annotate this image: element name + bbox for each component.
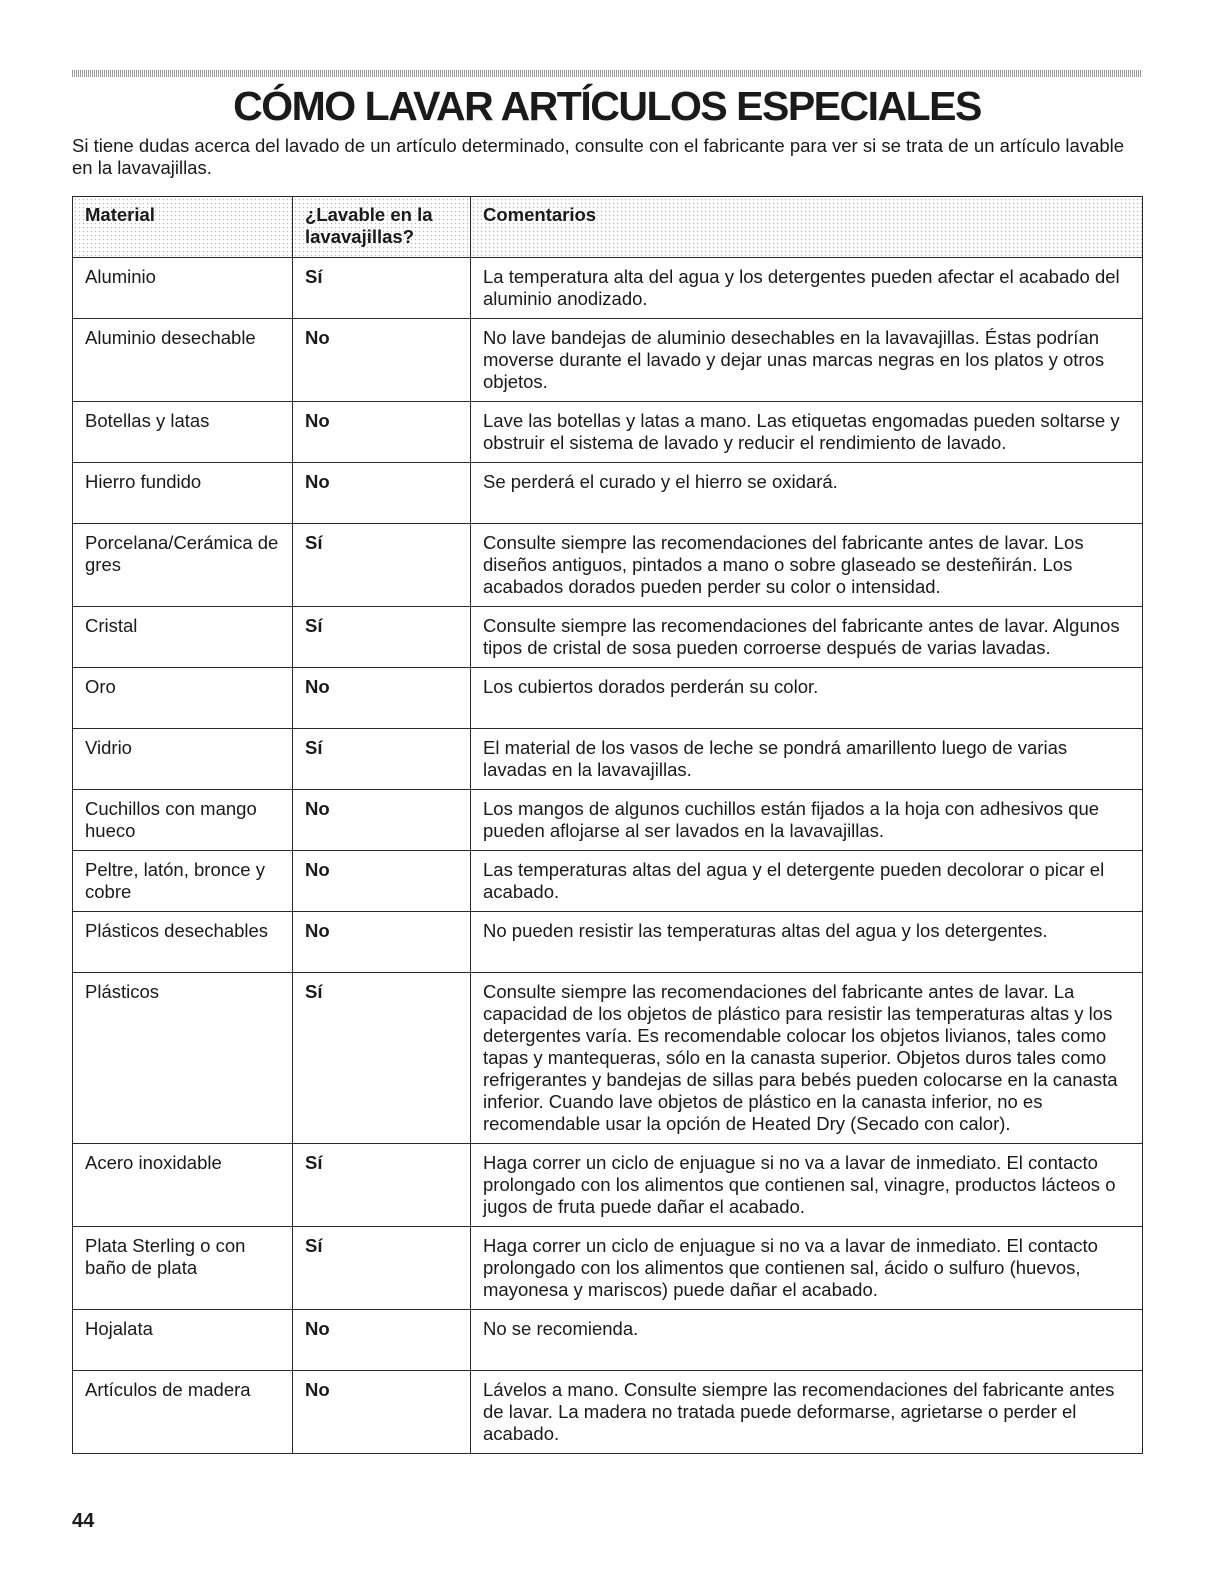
dishwasher-safe-cell: No [293, 790, 471, 851]
table-row [73, 463, 1143, 524]
material-cell: Cristal [73, 607, 293, 668]
table-row [73, 729, 1143, 790]
top-dotted-rule [72, 70, 1142, 77]
dishwasher-safe-cell: Sí [293, 973, 471, 1144]
material-cell: Plata Sterling o con baño de plata [73, 1227, 293, 1310]
header-comments: Comentarios [471, 197, 1143, 258]
comments-cell: Se perderá el curado y el hierro se oxidará. [471, 463, 1143, 524]
dishwasher-safe-cell: No [293, 912, 471, 973]
table-row [73, 319, 1143, 402]
dishwasher-safe-cell: Sí [293, 524, 471, 607]
table-row [73, 973, 1143, 1144]
header-material: Material [73, 197, 293, 258]
comments-cell: Haga correr un ciclo de enjuague si no va a lavar de inmediato. El contacto prolongado con los alimentos que contienen sal, ácido o sulfuro (huevos, mayonesa y mariscos) puede dañar el acabado. [471, 1227, 1143, 1310]
dishwasher-safe-cell: Sí [293, 258, 471, 319]
material-cell: Cuchillos con mango hueco [73, 790, 293, 851]
comments-cell: Lave las botellas y latas a mano. Las etiquetas engomadas pueden soltarse y obstruir el sistema de lavado y reducir el rendimiento de lavado. [471, 402, 1143, 463]
table-header-row [73, 197, 1143, 258]
page-title: CÓMO LAVAR ARTÍCULOS ESPECIALES [233, 83, 981, 129]
table-row [73, 524, 1143, 607]
dishwasher-safe-cell: No [293, 1371, 471, 1454]
material-cell: Artículos de madera [73, 1371, 293, 1454]
dishwasher-safe-cell: No [293, 1310, 471, 1371]
dishwasher-safe-cell: No [293, 402, 471, 463]
dishwasher-safe-cell: No [293, 851, 471, 912]
material-cell: Acero inoxidable [73, 1144, 293, 1227]
material-cell: Aluminio [73, 258, 293, 319]
comments-cell: Consulte siempre las recomendaciones del fabricante antes de lavar. La capacidad de los objetos de plástico para resistir las temperaturas altas y los detergentes varía. Es recomendable colocar los objetos livianos, tales como tapas y mantequeras, sólo en la canasta superior. Objetos duros tales como refrigerantes y bandejas de sillas para bebés pueden colocarse en la canasta inferior. Cuando lave objetos de plástico en la canasta inferior, no es recomendable usar la opción de Heated Dry (Secado con calor). [471, 973, 1143, 1144]
material-cell: Hojalata [73, 1310, 293, 1371]
table-row [73, 1227, 1143, 1310]
comments-cell: Consulte siempre las recomendaciones del fabricante antes de lavar. Algunos tipos de cristal de sosa pueden corroerse después de varias lavadas. [471, 607, 1143, 668]
material-cell: Peltre, latón, bronce y cobre [73, 851, 293, 912]
table-row [73, 1371, 1143, 1454]
dishwasher-safe-cell: No [293, 668, 471, 729]
comments-cell: No lave bandejas de aluminio desechables en la lavavajillas. Éstas podrían moverse durante el lavado y dejar unas marcas negras en los platos y otros objetos. [471, 319, 1143, 402]
dishwasher-safe-cell: No [293, 319, 471, 402]
dishwasher-safe-cell: Sí [293, 1144, 471, 1227]
comments-cell: La temperatura alta del agua y los detergentes pueden afectar el acabado del aluminio anodizado. [471, 258, 1143, 319]
table-row [73, 851, 1143, 912]
table-row [73, 912, 1143, 973]
material-cell: Botellas y latas [73, 402, 293, 463]
material-cell: Plásticos [73, 973, 293, 1144]
material-cell: Plásticos desechables [73, 912, 293, 973]
table-row [73, 402, 1143, 463]
table-row [73, 668, 1143, 729]
material-cell: Vidrio [73, 729, 293, 790]
table-row [73, 607, 1143, 668]
intro-paragraph: Si tiene dudas acerca del lavado de un artículo determinado, consulte con el fabricante para ver si se trata de un artículo lavable en la lavavajillas. [72, 135, 1125, 178]
comments-cell: Los mangos de algunos cuchillos están fijados a la hoja con adhesivos que pueden aflojarse al ser lavados en la lavavajillas. [471, 790, 1143, 851]
header-dishwasher-safe: ¿Lavable en la lavavajillas? [293, 197, 471, 258]
comments-cell: El material de los vasos de leche se pondrá amarillento luego de varias lavadas en la lavavajillas. [471, 729, 1143, 790]
dishwasher-safe-cell: No [293, 463, 471, 524]
comments-cell: Lávelos a mano. Consulte siempre las recomendaciones del fabricante antes de lavar. La madera no tratada puede deformarse, agrietarse o perder el acabado. [471, 1371, 1143, 1454]
comments-cell: Haga correr un ciclo de enjuague si no va a lavar de inmediato. El contacto prolongado con los alimentos que contienen sal, vinagre, productos lácteos o jugos de fruta puede dañar el acabado. [471, 1144, 1143, 1227]
table-row [73, 1310, 1143, 1371]
material-cell: Porcelana/Cerámica de gres [73, 524, 293, 607]
table-row [73, 1144, 1143, 1227]
dishwasher-safe-cell: Sí [293, 729, 471, 790]
material-cell: Hierro fundido [73, 463, 293, 524]
special-items-table [72, 196, 1143, 1454]
page-number: 44 [72, 1510, 95, 1532]
table-row [73, 258, 1143, 319]
dishwasher-safe-cell: Sí [293, 607, 471, 668]
comments-cell: Consulte siempre las recomendaciones del fabricante antes de lavar. Los diseños antiguos, pintados a mano o sobre glaseado se desteñirán. Los acabados dorados pueden perder su color o intensidad. [471, 524, 1143, 607]
dishwasher-safe-cell: Sí [293, 1227, 471, 1310]
table-body [73, 258, 1143, 1454]
material-cell: Oro [73, 668, 293, 729]
comments-cell: Los cubiertos dorados perderán su color. [471, 668, 1143, 729]
comments-cell: No se recomienda. [471, 1310, 1143, 1371]
material-cell: Aluminio desechable [73, 319, 293, 402]
comments-cell: Las temperaturas altas del agua y el detergente pueden decolorar o picar el acabado. [471, 851, 1143, 912]
table-row [73, 790, 1143, 851]
comments-cell: No pueden resistir las temperaturas altas del agua y los detergentes. [471, 912, 1143, 973]
